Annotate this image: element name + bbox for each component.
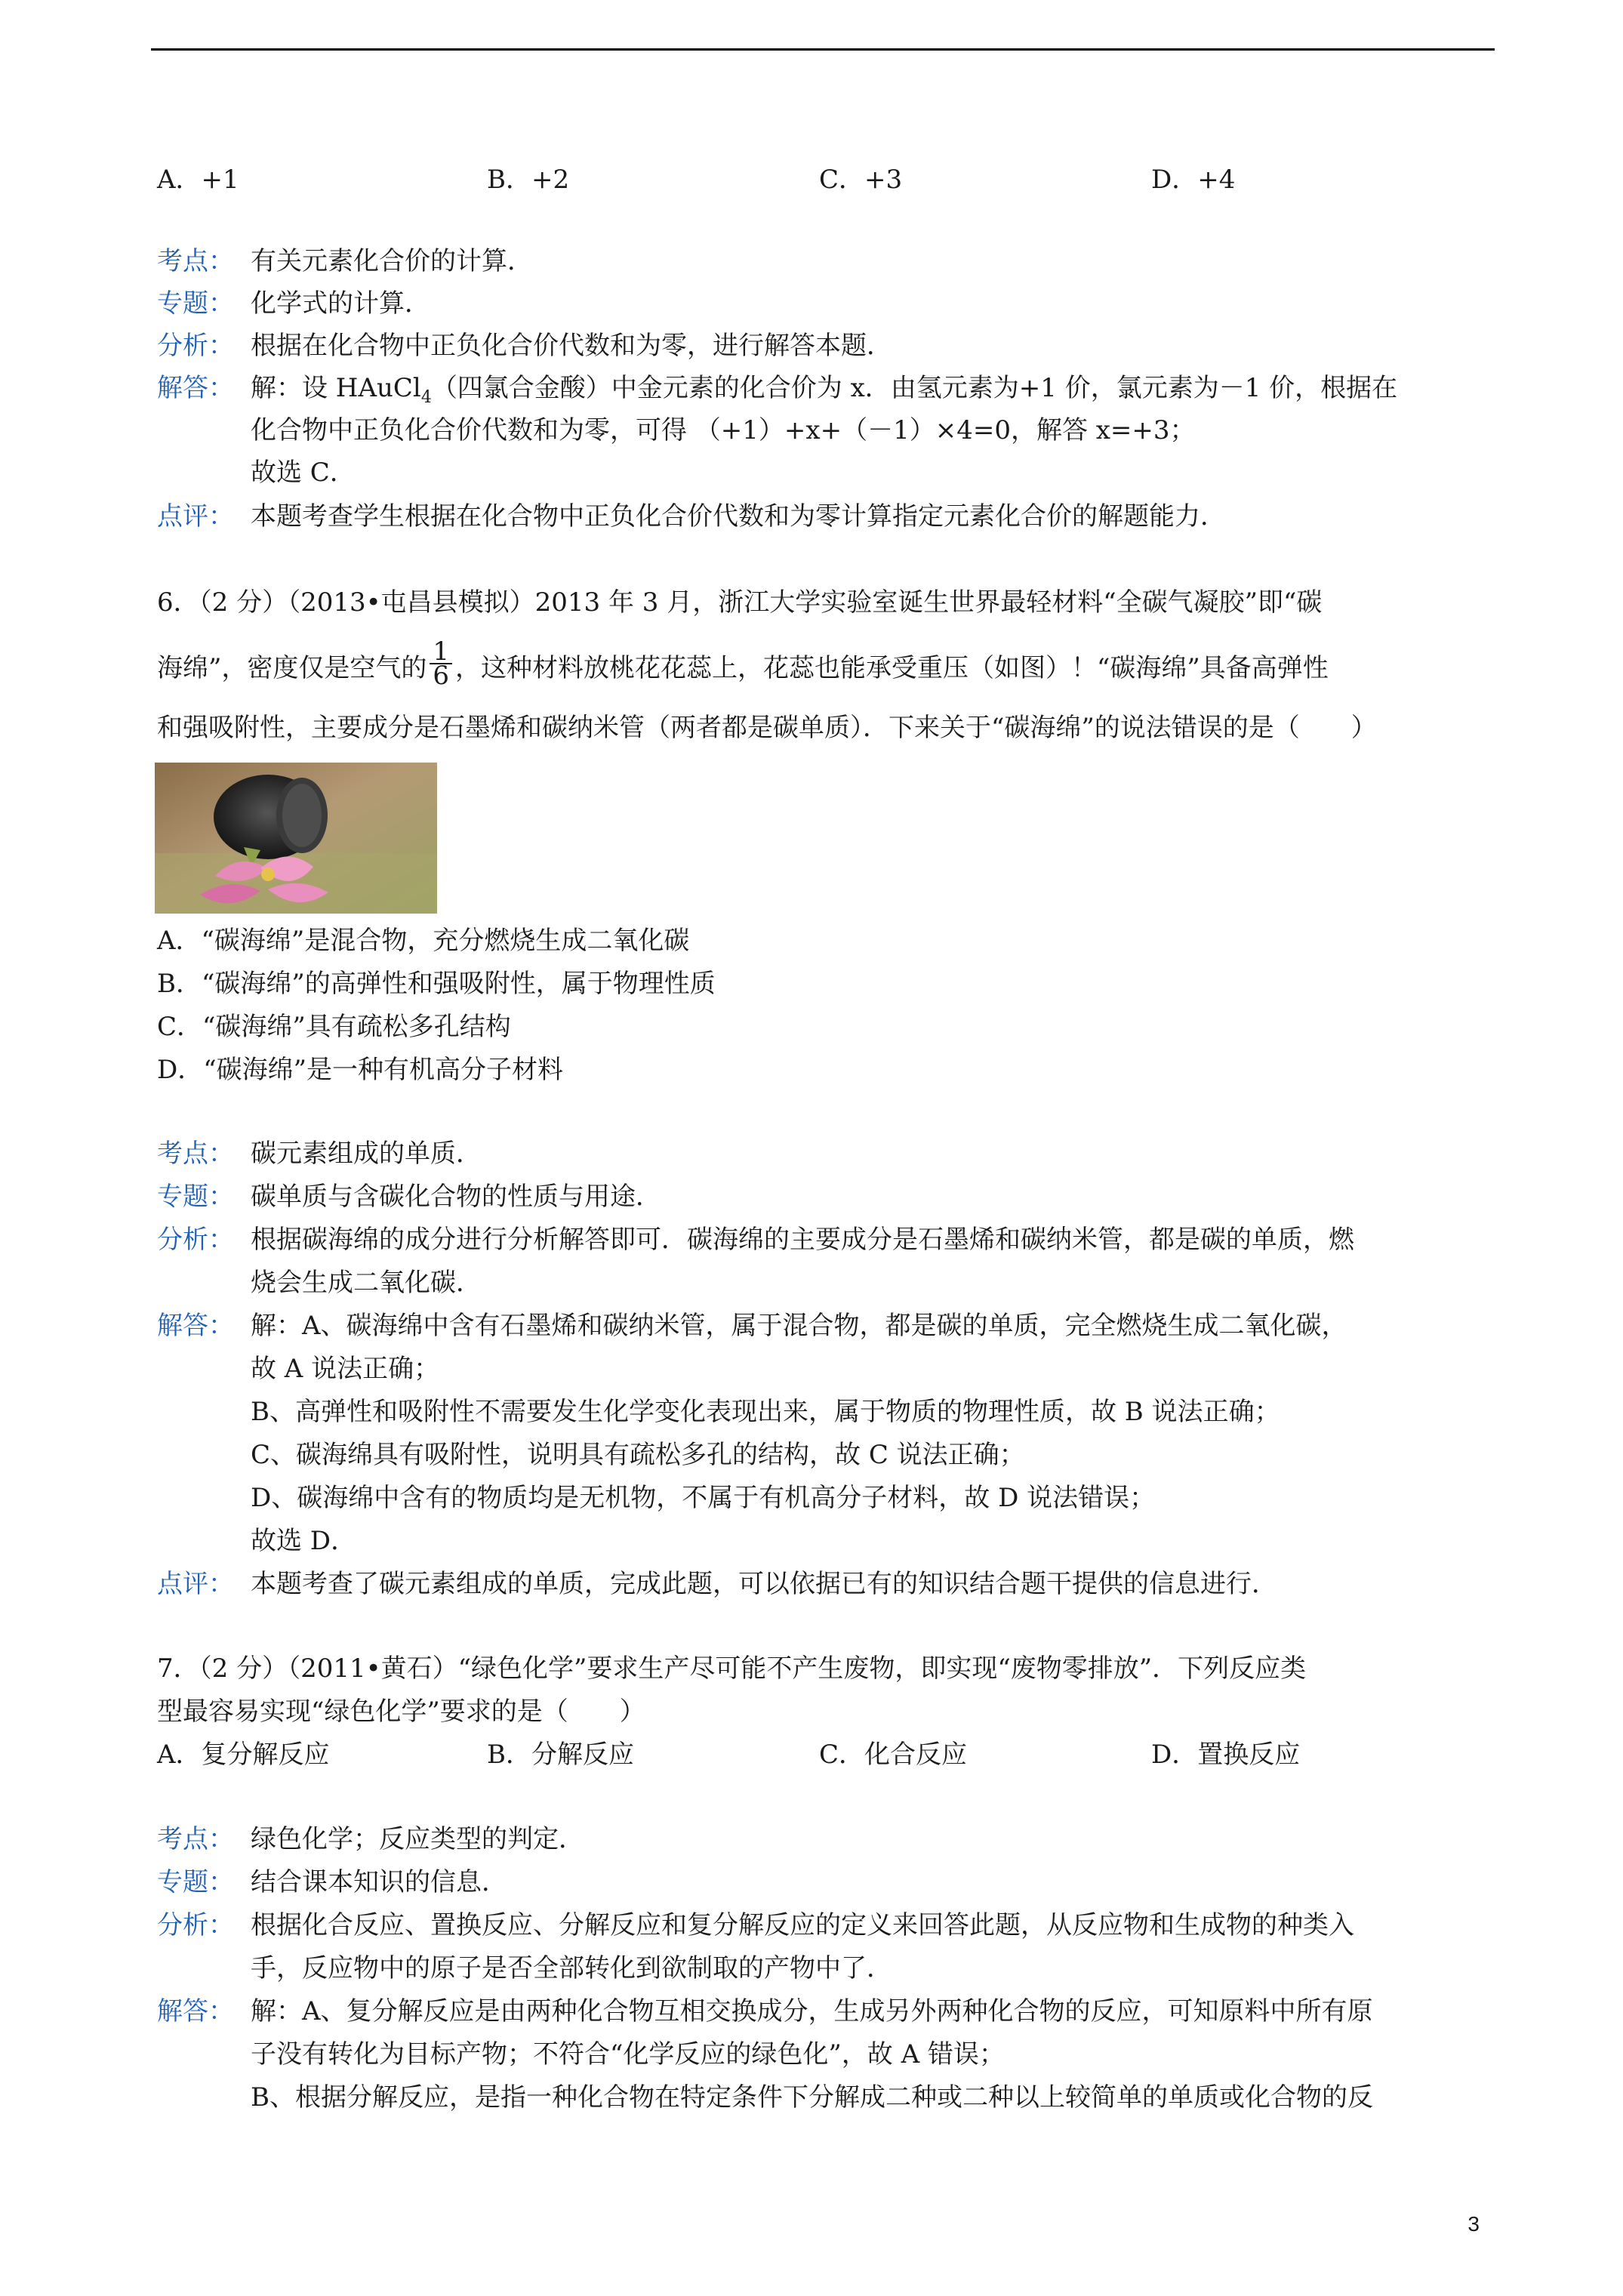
- q6-jieda-line: D、碳海绵中含有的物质均是无机物，不属于有机高分子材料，故 D 说法错误；: [251, 1483, 1156, 1513]
- q7-jieda-line: 子没有转化为目标产物；不符合“化学反应的绿色化”，故 A 错误；: [251, 2039, 1005, 2069]
- q6-fenxi-line2: 烧会生成二氧化碳．: [251, 1268, 482, 1298]
- q7-jieda-line: B、根据分解反应，是指一种化合物在特定条件下分解成二种或二种以上较简单的单质或化合物的反: [251, 2082, 1373, 2113]
- page-number: 3: [1467, 2212, 1480, 2236]
- q6-option-d: D．“碳海绵”是一种有机高分子材料: [157, 1055, 564, 1085]
- q5-dianping: 本题考查学生根据在化合物中正负化合价代数和为零计算指定元素化合价的解题能力．: [251, 501, 1226, 532]
- q5-option-d: D．+4: [1151, 165, 1236, 195]
- fenxi-label: 分析：: [157, 331, 234, 361]
- zhuanti-label: 专题：: [157, 288, 234, 319]
- q5-option-a: A．+1: [157, 165, 239, 195]
- q7-fenxi-line2: 手，反应物中的原子是否全部转化到欲制取的产物中了．: [251, 1953, 892, 1983]
- q6-jieda-line: 解：A、碳海绵中含有石墨烯和碳纳米管，属于混合物，都是碳的单质，完全燃烧生成二氧化碳，: [251, 1311, 1347, 1341]
- jieda-label: 解答：: [157, 1311, 234, 1341]
- q5-kaodian: 有关元素化合价的计算．: [251, 246, 533, 276]
- q5-zhuanti: 化学式的计算．: [251, 288, 430, 319]
- q6-option-b: B．“碳海绵”的高弹性和强吸附性，属于物理性质: [157, 969, 716, 999]
- fraction: $\frac{1}{6}$: [430, 640, 452, 687]
- q5-jieda-line2: 化合物中正负化合价代数和为零，可得 （+1）+x+（－1）×4=0，解答 x=+3；: [251, 415, 1196, 445]
- kaodian-label: 考点：: [157, 1139, 234, 1169]
- q5-jieda-line1: 解：设 HAuCl$_4$（四氯合金酸）中金元素的化合价为 x．由氢元素为+1 价，氯元素为－1 价，根据在: [251, 373, 1398, 407]
- q6-fenxi-line1: 根据碳海绵的成分进行分析解答即可．碳海绵的主要成分是石墨烯和碳纳米管，都是碳的单质，燃: [251, 1225, 1354, 1255]
- q6-jieda-line: 故选 D．: [251, 1526, 357, 1556]
- dianping-label: 点评：: [157, 1569, 234, 1599]
- q7-jieda-line: 解：A、复分解反应是由两种化合物互相交换成分，生成另外两种化合物的反应，可知原料中所有原: [251, 1996, 1373, 2026]
- dianping-label: 点评：: [157, 501, 234, 532]
- q7-option-c: C．化合反应: [819, 1740, 968, 1770]
- kaodian-label: 考点：: [157, 246, 234, 276]
- carbon-sponge-on-flower-image: [155, 763, 437, 914]
- q7-stem-line1: 7．（2 分）（2011•黄石）“绿色化学”要求生产尽可能不产生废物，即实现“废物零排放”．下列反应类: [157, 1653, 1307, 1684]
- fenxi-label: 分析：: [157, 1225, 234, 1255]
- q7-stem-line2: 型最容易实现“绿色化学”要求的是（ ）: [157, 1697, 645, 1727]
- q6-stem-line3: 和强吸附性，主要成分是石墨烯和碳纳米管（两者都是碳单质）．下来关于“碳海绵”的说法错误的是（ ）: [157, 713, 1377, 743]
- q6-stem-line1: 6．（2 分）（2013•屯昌县模拟）2013 年 3 月，浙江大学实验室诞生世界最轻材料“全碳气凝胶”即“碳: [157, 587, 1323, 618]
- q5-fenxi: 根据在化合物中正负化合价代数和为零，进行解答本题．: [251, 331, 892, 361]
- q7-zhuanti: 结合课本知识的信息．: [251, 1867, 507, 1897]
- q6-option-a: A．“碳海绵”是混合物，充分燃烧生成二氧化碳: [157, 926, 690, 956]
- zhuanti-label: 专题：: [157, 1867, 234, 1897]
- q6-dianping: 本题考查了碳元素组成的单质，完成此题，可以依据已有的知识结合题干提供的信息进行．: [251, 1569, 1277, 1599]
- fenxi-label: 分析：: [157, 1910, 234, 1940]
- q7-option-b: B．分解反应: [487, 1740, 634, 1770]
- q6-jieda-line: 故 A 说法正确；: [251, 1354, 440, 1384]
- jieda-label: 解答：: [157, 1996, 234, 2026]
- kaodian-label: 考点：: [157, 1824, 234, 1854]
- zhuanti-label: 专题：: [157, 1182, 234, 1212]
- q6-jieda-line: C、碳海绵具有吸附性，说明具有疏松多孔的结构，故 C 说法正确；: [251, 1440, 1025, 1470]
- jieda-label: 解答：: [157, 373, 234, 403]
- q7-fenxi-line1: 根据化合反应、置换反应、分解反应和复分解反应的定义来回答此题，从反应物和生成物的种类入: [251, 1910, 1354, 1940]
- q7-kaodian: 绿色化学；反应类型的判定．: [251, 1824, 584, 1854]
- q6-option-c: C．“碳海绵”具有疏松多孔结构: [157, 1012, 511, 1042]
- q6-jieda-line: B、高弹性和吸附性不需要发生化学变化表现出来，属于物质的物理性质，故 B 说法正确；: [251, 1397, 1280, 1427]
- q5-jieda-line3: 故选 C．: [251, 458, 356, 488]
- q6-kaodian: 碳元素组成的单质．: [251, 1139, 482, 1169]
- q5-option-c: C．+3: [819, 165, 903, 195]
- q6-stem-line2: 海绵”，密度仅是空气的 $\frac{1}{6}$ ，这种材料放桃花花蕊上，花蕊也能承受重压（如图）！“碳海绵”具备高弹性: [157, 636, 1329, 691]
- q7-option-d: D．置换反应: [1151, 1740, 1301, 1770]
- q6-zhuanti: 碳单质与含碳化合物的性质与用途．: [251, 1182, 661, 1212]
- q7-option-a: A．复分解反应: [157, 1740, 330, 1770]
- header-rule: [151, 48, 1495, 51]
- q5-option-b: B．+2: [487, 165, 570, 195]
